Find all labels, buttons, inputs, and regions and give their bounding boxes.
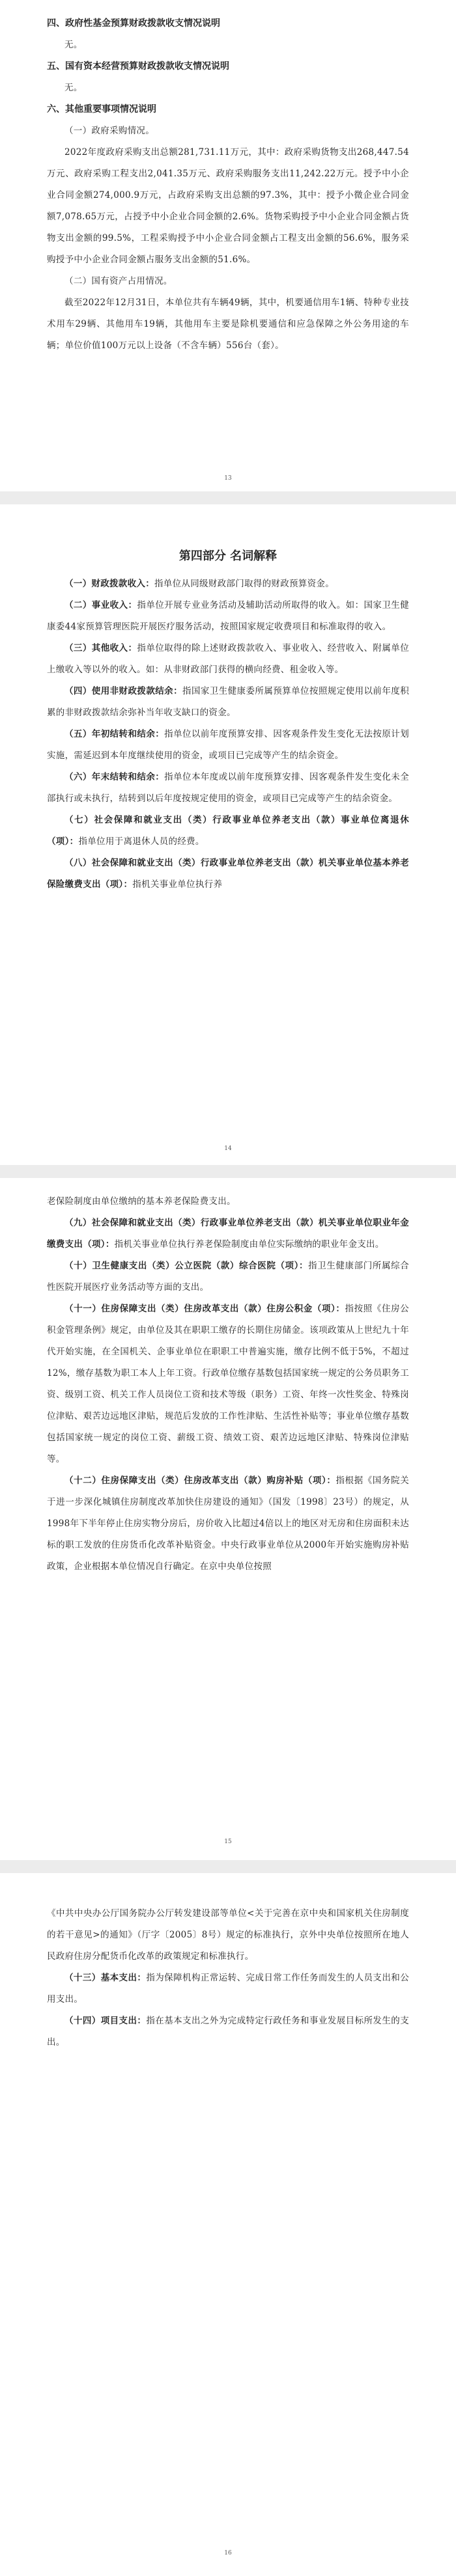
definition-item [47, 1470, 409, 1578]
page-number: 13 [224, 475, 232, 482]
definition-text: 指按照《住房公积金管理条例》规定，由单位及其在职职工缴存的长期住房储金。该项政策从上世纪九十年代开始实施，在全国机关、企事业单位在职职工中普遍实施，缴存比例不低于5%，不超过12%，缴存基数为职工本人上年工资。行政单位缴存基数包括国家统一规定的公务员职务工资、级别工资、机关工作人员岗位工资和技术等级（职务）工资、年终一次性奖金、特殊岗位津贴、艰苦边远地区津贴，规范后发放的工作性津贴、生活性补贴等；事业单位缴存基数包括国家统一规定的岗位工资、薪级工资、绩效工资、艰苦边远地区津贴、特殊岗位津贴等。 [47, 1304, 409, 1464]
definition-item [47, 1298, 409, 1470]
definition-item [47, 1213, 409, 1255]
definition-text: 指根据《国务院关于进一步深化城镇住房制度改革加快住房建设的通知》（国发〔1998〕23号）的规定，从1998年下半年停止住房实物分房后，房价收入比超过4倍以上的地区对无房和住房面积未达标的职工发放的住房货币化改革补贴资金。中央行政事业单位从2000年开始实施购房补贴政策，企业根据本单位情况自行确定。在京中央单位按照 [47, 1475, 409, 1572]
section-4-body: 无。 [64, 40, 83, 50]
section-heading-4: 四、政府性基金预算财政拨款收支情况说明 [47, 18, 220, 29]
definition-text: 指单位取得的除上述财政拨款收入、事业收入、经营收入、附属单位上缴收入等以外的收入。如：从非财政部门获得的横向经费、租金收入等。 [47, 643, 410, 675]
definition-term: （五）年初结转和结余： [64, 729, 165, 739]
definition-text: 指机关事业单位执行养 [132, 879, 223, 890]
page-14 [0, 504, 456, 1165]
subheading-assets: （二）国有资产占用情况。 [64, 276, 173, 286]
definition-term: （一）财政拨款收入： [64, 579, 154, 589]
definition-term: （四）使用非财政拨款结余： [64, 686, 183, 696]
definition-item [47, 853, 409, 896]
definition-item [47, 1967, 409, 2010]
section-5-body: 无。 [64, 83, 83, 93]
page-15 [0, 1178, 456, 1860]
definition-term: （九）社会保障和就业支出（类）行政事业单位养老支出（款）机关事业单位职业年金缴费支出（项）： [47, 1218, 409, 1250]
page-number: 14 [224, 1145, 232, 1152]
page-number: 16 [224, 2550, 232, 2556]
definition-term: （十）卫生健康支出（类）公立医院（款）综合医院（项）： [64, 1261, 309, 1271]
definition-term: （七）社会保障和就业支出（类）行政事业单位养老支出（款）事业单位离退休（项）： [47, 815, 409, 847]
definition-term: （十三）基本支出： [64, 1973, 147, 1983]
definition-text: 指为保障机构正常运转、完成日常工作任务而发生的人员支出和公用支出。 [47, 1973, 410, 2005]
page-number: 15 [224, 1839, 232, 1845]
continued-text: 老保险制度由单位缴纳的基本养老保险费支出。 [47, 1196, 236, 1207]
continued-text: 《中共中央办公厅国务院办公厅转发建设部等单位<关于完善在京中央和国家机关住房制度的若干意见>的通知》（厅字〔2005〕8号）规定的标准执行，京外中央单位按照所在地人民政府住房分配货币化改革的政策规定和标准执行。 [47, 1908, 409, 1962]
page-13 [0, 0, 456, 491]
definition-term: （八）社会保障和就业支出（类）行政事业单位养老支出（款）机关事业单位基本养老保险缴费支出（项）： [47, 858, 409, 890]
definition-text: 指单位以前年度预算安排、因客观条件发生变化无法按原计划实施，需延迟到本年度继续使用的资金，或项目已完成等产生的结余资金。 [47, 729, 409, 761]
definition-text: 指单位用于离退休人员的经费。 [78, 836, 205, 847]
definition-text: 指单位开展专业业务活动及辅助活动所取得的收入。如：国家卫生健康委44家预算管理医院开展医疗服务活动，按照国家规定收费项目和标准取得的收入。 [47, 600, 410, 632]
definition-term: （十二）住房保障支出（类）住房改革支出（款）购房补贴（项）： [64, 1475, 336, 1486]
definition-text: 指单位从同级财政部门取得的财政预算资金。 [154, 579, 334, 589]
definition-term: （六）年末结转和结余： [64, 772, 165, 782]
definition-item [47, 724, 409, 767]
definition-term: （三）其他收入： [64, 643, 137, 653]
definition-text: 指单位本年度或以前年度预算安排、因客观条件发生变化未全部执行或未执行，结转到以后年度按规定使用的资金，或项目已完成等产生的结余资金。 [47, 772, 409, 804]
definition-item [47, 573, 409, 595]
definition-item [47, 1255, 409, 1298]
page-16 [0, 1873, 456, 2576]
section-heading-6: 六、其他重要事项情况说明 [47, 104, 156, 115]
definition-item [47, 595, 409, 638]
definition-text: 指国家卫生健康委所属预算单位按照规定使用以前年度积累的非财政拨款结余弥补当年收支缺口的资金。 [47, 686, 409, 718]
definition-item [47, 810, 409, 853]
definition-term: （十四）项目支出： [64, 2016, 147, 2026]
definition-text: 指在基本支出之外为完成特定行政任务和事业发展目标所发生的支出。 [47, 2016, 410, 2048]
procurement-body: 2022年度政府采购支出总额281,731.11万元，其中：政府采购货物支出268,447.54万元、政府采购工程支出2,041.35万元、政府采购服务支出11,242.22万元。授予中小企业合同金额274,000.9万元，占政府采购支出总额的97.3%，其中：授予小微企业合同金额7,078.65万元，占授予中小企业合同金额的2.6%。货物采购授予中小企业合同金额占货物支出金额的99.5%，工程采购授予中小企业合同金额占工程支出金额的56.6%，服务采购授予中小企业合同金额占服务支出金额的51.6%。 [47, 147, 409, 265]
definition-item [47, 2010, 409, 2053]
definition-item [47, 681, 409, 724]
definition-text: 指机关事业单位执行养老保险制度由单位实际缴纳的职业年金支出。 [114, 1239, 384, 1250]
definition-item [47, 767, 409, 810]
definition-item [47, 638, 409, 681]
definition-text: 指卫生健康部门所属综合性医院开展医疗业务活动等方面的支出。 [47, 1261, 409, 1293]
section-heading-5: 五、国有资本经营预算财政拨款收支情况说明 [47, 61, 229, 72]
definition-term: （十一）住房保障支出（类）住房改革支出（款）住房公积金（项）： [64, 1304, 345, 1314]
definition-term: （二）事业收入： [64, 600, 137, 610]
assets-body: 截至2022年12月31日，本单位共有车辆49辆，其中，机要通信用车1辆、特种专业技术用车29辆、其他用车19辆，其他用车主要是除机要通信和应急保障之外公务用途的车辆；单位价值100万元以上设备（不含车辆）556台（套）。 [47, 297, 409, 351]
subheading-procurement: （一）政府采购情况。 [64, 126, 154, 136]
part-title: 第四部分 名词解释 [178, 549, 278, 563]
